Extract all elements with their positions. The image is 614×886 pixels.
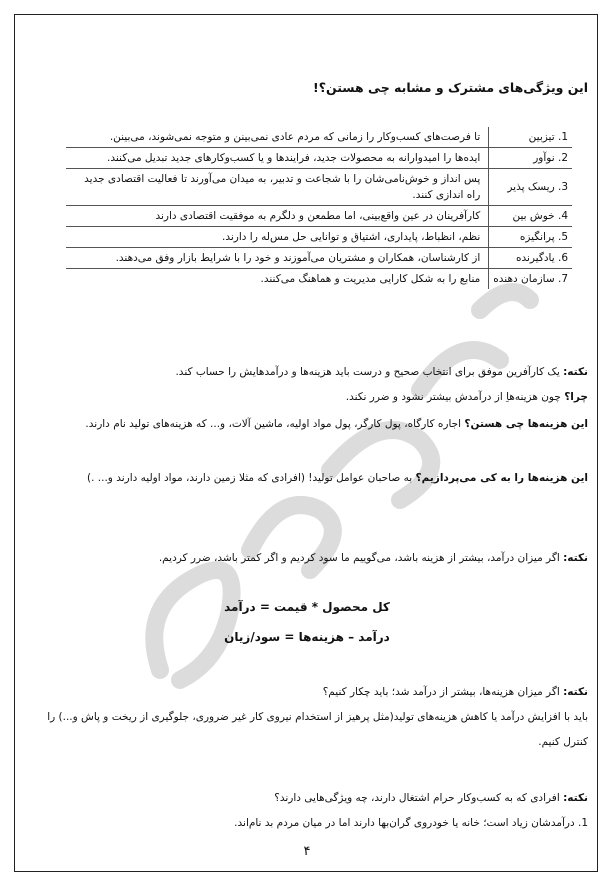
note-1 xyxy=(28,360,588,385)
note-text: افرادی که به کسب‌وکار حرام اشتغال دارند، چه ویژگی‌هایی دارند؟ xyxy=(274,792,560,804)
costs-question-label: این هزینه‌ها چی هستن؟ xyxy=(464,418,588,430)
trait-description: منابع را به شکل کارایی مدیریت و هماهنگ می‌کنند. xyxy=(260,273,481,285)
costs-answer: اجاره کارگاه، پول کارگر، پول مواد اولیه، ماشین آلات، و... که هزینه‌های تولید نام دارند. xyxy=(85,418,462,430)
page-number: ۴ xyxy=(303,844,311,859)
trait-name: 1. تیزبین xyxy=(489,127,572,148)
trait-name: 5. پرانگیزه xyxy=(489,227,572,248)
traits-table xyxy=(66,127,572,289)
why-text: چون هزینه‌هاِ از درآمدش بیشتر نشود و ضرر نکند. xyxy=(345,391,561,403)
trait-row xyxy=(66,127,572,148)
note-text: اگر میزان هزینه‌ها، بیشتر از درآمد شد؛ باید چکار کنیم؟ xyxy=(322,686,560,698)
trait-description: کارآفرینان در عین واقع‌بینی، اما مطمعن و دلگرم به موفقیت اقتصادی دارند xyxy=(66,206,489,227)
trait-description: ایده‌ها را امیدوارانه به محصولات جدید، فرایندها و یا کسب‌وکارهای جدید تبدیل می‌کنند. xyxy=(66,148,489,169)
trait-description: تا فرصت‌های کسب‌وکار را زمانی که مردم عادی نمی‌بینن و متوجه نمی‌شوند، می‌بینن. xyxy=(66,127,489,148)
trait-row xyxy=(66,206,572,227)
section-heading: این ویژگی‌های مشترک و مشابه چی هستن؟! xyxy=(313,80,588,95)
trait-row xyxy=(66,269,572,290)
note-label: نکته: xyxy=(563,366,588,378)
trait-description: نظم، انظباط، پایداری، اشتیاق و توانایی حل مس‌له را دارند. xyxy=(66,227,489,248)
why-label: چرا؟ xyxy=(564,391,588,403)
note-4-item-1: 1. درآمدشان زیاد است؛ خانه یا خودروی گران‌بها دارند اما در میان مردم بد نام‌اند. xyxy=(234,817,588,829)
note-text: اگر میزان درآمد، بیشتر از هزینه باشد، می‌گوییم ما سود کردیم و اگر کمتر باشد، ضرر کردیم. xyxy=(158,552,560,564)
note-3 xyxy=(28,680,588,705)
pay-answer: به صاحبان عوامل تولید! (افرادی که مثلا زمین دارند، مواد اولیه دارند و... .) xyxy=(87,472,413,484)
note-label: نکته: xyxy=(563,552,588,564)
trait-name: 2. نوآور xyxy=(489,148,572,169)
costs-question xyxy=(28,412,588,437)
trait-description: پس انداز و خوش‌نامی‌شان را با شجاعت و تدبیر، به میدان می‌آورند تا فعالیت اقتصادی جدید راه اندازی کنند. xyxy=(66,169,489,206)
note-4 xyxy=(28,786,588,811)
note-label: نکته: xyxy=(563,686,588,698)
trait-row xyxy=(66,227,572,248)
note-text: یک کارآفرین موفق برای انتخاب صحیح و درست باید هزینه‌ها و درآمدهایش را حساب کند. xyxy=(175,366,560,378)
pay-question xyxy=(28,466,588,491)
trait-name: 6. یادگیرنده xyxy=(489,248,572,269)
trait-row xyxy=(66,248,572,269)
trait-name: 3. ریسک پذیر xyxy=(489,169,572,206)
note-label: نکته: xyxy=(563,792,588,804)
revenue-formula: کل محصول * قیمت = درآمد xyxy=(224,600,390,614)
profit-formula: درآمد – هزینه‌ها = سود/زیان xyxy=(224,630,390,644)
trait-description: از کارشناسان، همکاران و مشتریان می‌آموزند و خود را با شرایط بازار وفق می‌دهند. xyxy=(66,248,489,269)
why-line xyxy=(28,385,588,410)
pay-question-label: این هزینه‌ها را به کی می‌پردازیم؟ xyxy=(415,472,588,484)
note-3-answer: باید با افزایش درآمد یا کاهش هزینه‌های تولید(مثل پرهیز از استخدام نیروی کار غیر ضروری، جلوگیری از ریخت و پاش و...) را کنترل کنیم. xyxy=(47,711,588,748)
trait-row xyxy=(66,148,572,169)
note-2 xyxy=(28,546,588,571)
trait-name: 7. سازمان دهنده xyxy=(489,269,572,290)
trait-name: 4. خوش بین xyxy=(489,206,572,227)
trait-row xyxy=(66,169,572,206)
